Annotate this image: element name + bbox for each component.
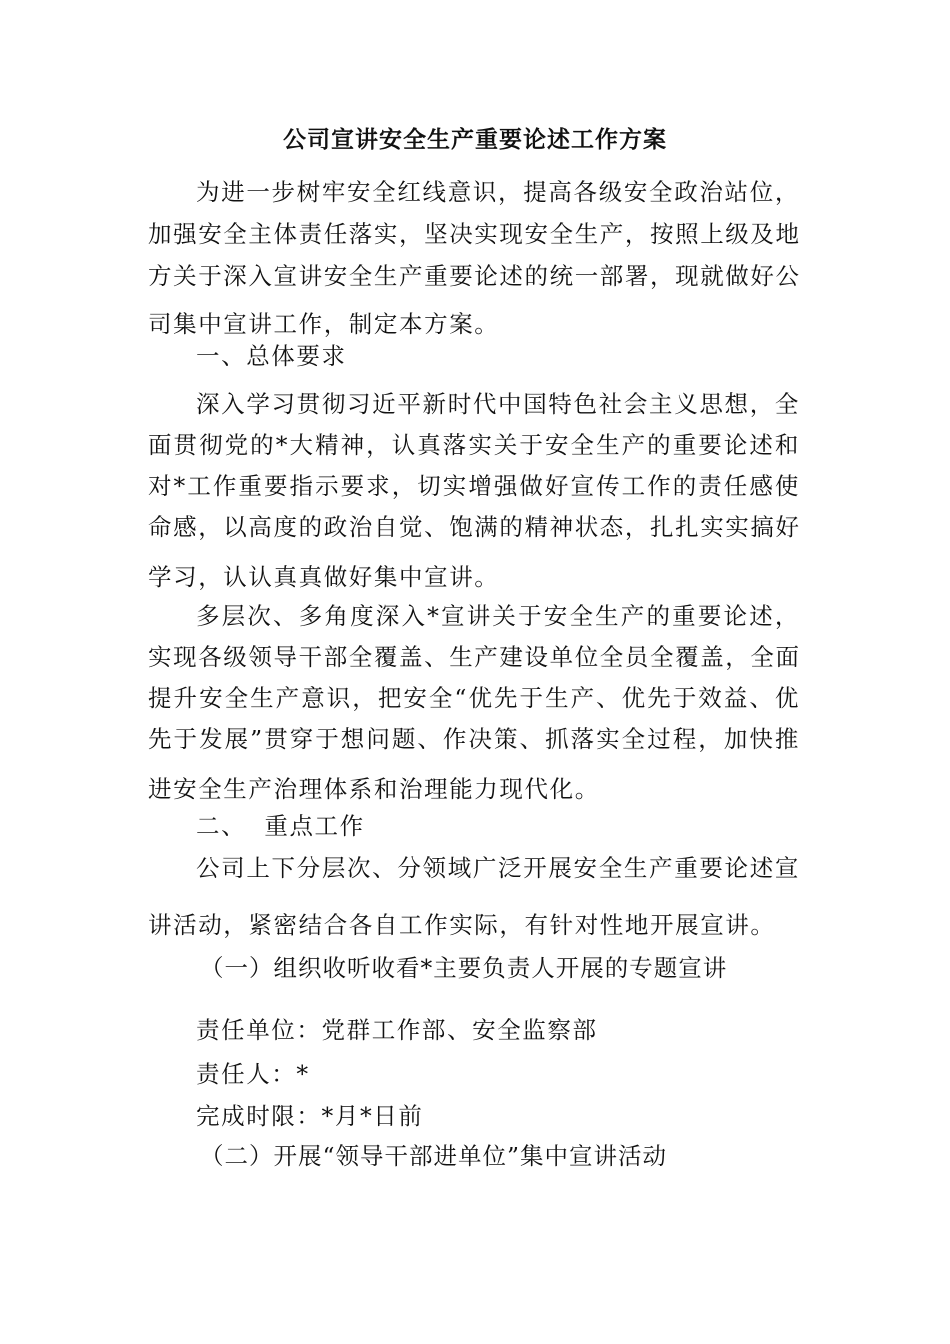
s1p2-line-1: 多层次、多角度深入*宣讲关于安全生产的重要论述，	[196, 602, 800, 630]
s1p2-line-4: 先于发展”贯穿于想问题、作决策、抓落实全过程，加快推	[148, 725, 800, 753]
item1-responsible-person: 责任人：*	[196, 1060, 310, 1088]
intro-line-4: 司集中宣讲工作，制定本方案。	[148, 310, 500, 338]
item1-responsible-unit: 责任单位：党群工作部、安全监察部	[196, 1016, 598, 1044]
s1p1-line-4: 命感，以高度的政治自觉、饱满的精神状态，扎扎实实搞好	[148, 513, 801, 541]
intro-paragraph	[148, 172, 800, 344]
s1p1-line-3: 对*工作重要指示要求，切实增强做好宣传工作的责任感使	[148, 472, 800, 500]
section1-paragraph-2	[148, 596, 800, 809]
item1-heading: （一）组织收听收看*主要负责人开展的专题宣讲	[200, 954, 728, 982]
item1-deadline: 完成时限：*月*日前	[196, 1102, 424, 1130]
s1p1-line-5: 学习，认认真真做好集中宣讲。	[148, 563, 500, 591]
section2-heading: 二、 重点工作	[196, 812, 365, 840]
s2p1-line-2: 讲活动，紧密结合各自工作实际，有针对性地开展宣讲。	[148, 911, 776, 939]
s1p2-line-5: 进安全生产治理体系和治理能力现代化。	[148, 775, 600, 803]
document-title: 公司宣讲安全生产重要论述工作方案	[283, 126, 667, 153]
item2-heading: （二）开展“领导干部进单位”集中宣讲活动	[200, 1142, 668, 1170]
s1p2-line-3: 提升安全生产意识，把安全“优先于生产、优先于效益、优	[148, 684, 800, 712]
section1-heading: 一、总体要求	[196, 342, 347, 370]
intro-line-2: 加强安全主体责任落实，坚决实现安全生产，按照上级及地	[148, 220, 801, 248]
s2p1-line-1: 公司上下分层次、分领域广泛开展安全生产重要论述宣	[196, 854, 800, 882]
section2-paragraph-1	[148, 848, 800, 945]
s1p1-line-2: 面贯彻党的*大精神，认真落实关于安全生产的重要论述和	[148, 431, 800, 459]
intro-line-3: 方关于深入宣讲安全生产重要论述的统一部署，现就做好公	[148, 262, 801, 290]
s1p2-line-2: 实现各级领导干部全覆盖、生产建设单位全员全覆盖，全面	[148, 643, 801, 671]
intro-line-1: 为进一步树牢安全红线意识，提高各级安全政治站位，	[196, 178, 800, 206]
s1p1-line-1: 深入学习贯彻习近平新时代中国特色社会主义思想，全	[196, 390, 800, 418]
section1-paragraph-1	[148, 384, 800, 597]
